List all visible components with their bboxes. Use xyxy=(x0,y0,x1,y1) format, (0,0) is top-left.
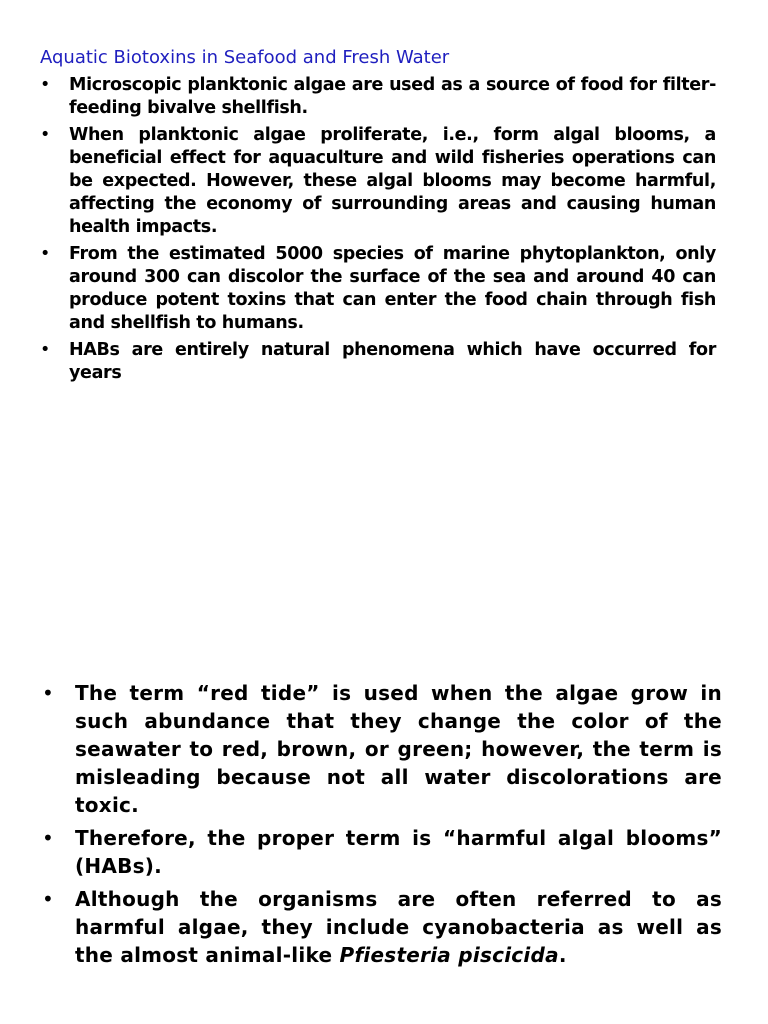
page-title: Aquatic Biotoxins in Seafood and Fresh Water xyxy=(40,47,450,68)
bullet-icon: • xyxy=(42,826,55,850)
species-name: Pfiesteria piscicida xyxy=(339,943,559,967)
bullet-icon: • xyxy=(40,75,50,95)
list-item-text: From the estimated 5000 species of marine phytoplankton, only around 300 can discolor the surface of the sea and around 40 can produce potent toxins that can enter the food chain through fish and shellfish to humans. xyxy=(69,244,716,333)
bullet-icon: • xyxy=(40,340,50,360)
list-item xyxy=(40,339,716,385)
list-item xyxy=(42,885,722,969)
bullet-icon: • xyxy=(40,125,50,145)
top-bullet-list xyxy=(40,74,716,389)
list-item xyxy=(40,74,716,120)
list-item-text: When planktonic algae proliferate, i.e., form algal blooms, a beneficial effect for aquaculture and wild fisheries operations can be expected. However, these algal blooms may become harmful, affecting the economy of surrounding areas and causing human health impacts. xyxy=(69,125,716,237)
list-item-text: The term “red tide” is used when the algae grow in such abundance that they change the color of the seawater to red, brown, or green; however, the term is misleading because not all water discolorations are toxic. xyxy=(75,681,722,817)
sentence-end: . xyxy=(558,943,567,967)
list-item xyxy=(42,824,722,880)
list-item-text: Therefore, the proper term is “harmful algal blooms” (HABs). xyxy=(75,826,722,878)
list-item xyxy=(42,679,722,819)
list-item-text: Microscopic planktonic algae are used as a source of food for filter-feeding bivalve shellfish. xyxy=(69,75,716,118)
bullet-icon: • xyxy=(42,681,55,705)
list-item-text: Although the organisms are often referred to as harmful algae, they include cyanobacteria as well as the almost animal-like xyxy=(75,887,722,967)
list-item-text: HABs are entirely natural phenomena which have occurred for years xyxy=(69,340,716,383)
list-item xyxy=(40,124,716,239)
bullet-icon: • xyxy=(40,244,50,264)
bottom-bullet-list xyxy=(42,679,722,974)
list-item xyxy=(40,243,716,335)
bullet-icon: • xyxy=(42,887,55,911)
